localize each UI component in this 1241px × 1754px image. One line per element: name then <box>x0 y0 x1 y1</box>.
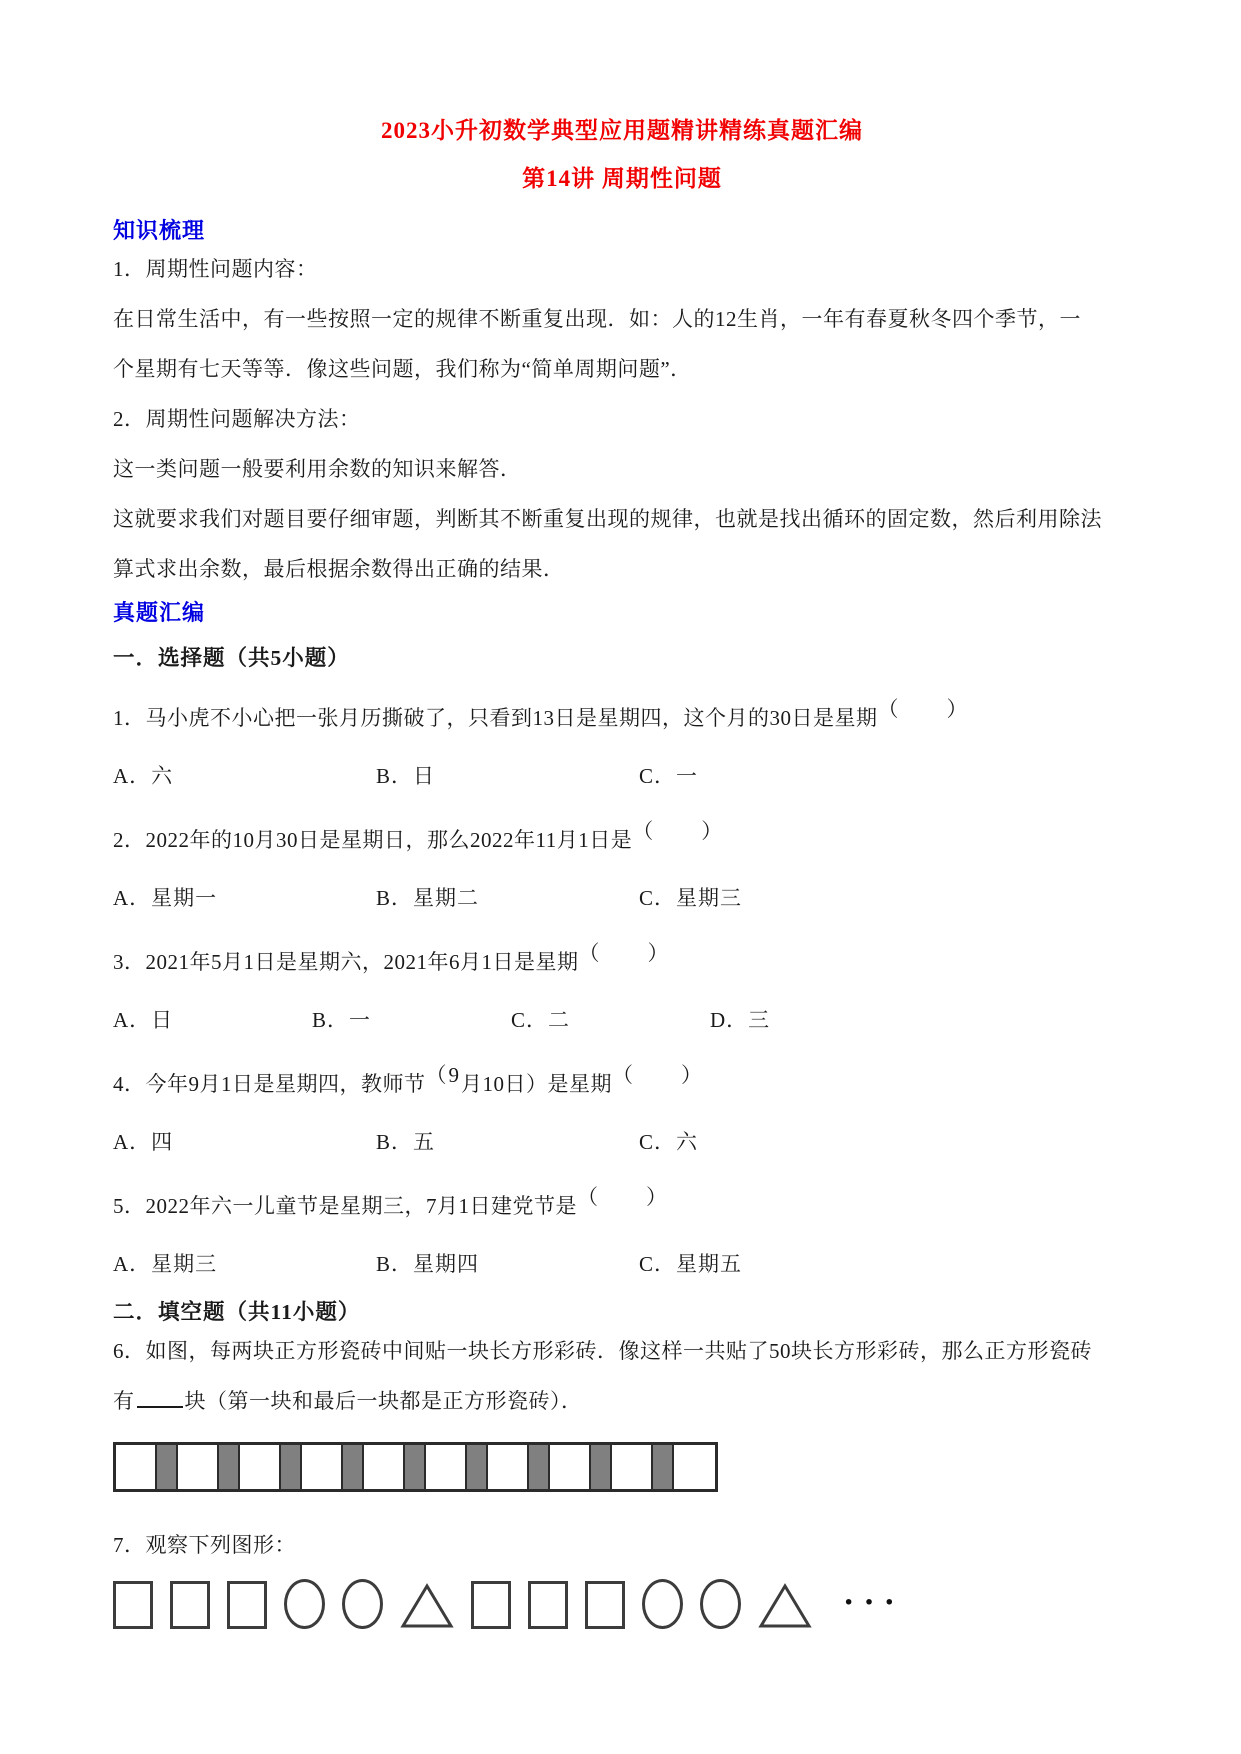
white-square-tile <box>488 1445 529 1489</box>
question-2-text <box>113 820 1131 860</box>
fill-section-title: 二．填空题（共11小题） <box>113 1300 361 1324</box>
question-5 <box>113 1186 1131 1282</box>
question-5-options <box>113 1246 1131 1282</box>
choice-section-title: 一．选择题（共5小题） <box>113 646 350 670</box>
option-b: B．星期四 <box>376 1252 480 1276</box>
question-6-pre: 有 <box>113 1389 135 1413</box>
circle-shape <box>642 1579 683 1629</box>
gray-rect-tile <box>467 1445 488 1489</box>
white-square-tile <box>240 1445 281 1489</box>
shape-sequence-figure <box>113 1577 1131 1629</box>
knowledge-line-5: 这一类问题一般要利用余数的知识来解答． <box>113 457 522 481</box>
answer-paren: （ ） <box>612 1063 704 1087</box>
knowledge-line-2: 在日常生活中，有一些按照一定的规律不断重复出现．如：人的12生肖，一年有春夏秋冬四个季节，一 <box>113 307 1081 331</box>
gray-rect-tile <box>653 1445 674 1489</box>
triangle-shape <box>758 1583 812 1629</box>
square-shape <box>113 1581 153 1629</box>
knowledge-line-4: 2．周期性问题解决方法： <box>113 407 361 431</box>
question-3-text <box>113 942 1131 982</box>
white-square-tile <box>302 1445 343 1489</box>
answer-paren: （ ） <box>577 1185 669 1209</box>
question-1-text <box>113 698 1131 738</box>
white-square-tile <box>364 1445 405 1489</box>
answer-paren: （ ） <box>578 941 671 965</box>
option-a: A．六 <box>113 764 174 788</box>
gray-rect-tile <box>157 1445 178 1489</box>
option-b: B．一 <box>312 1008 372 1032</box>
question-5-text <box>113 1186 1131 1226</box>
knowledge-line-6: 这就要求我们对题目要仔细审题，判断其不断重复出现的规律，也就是找出循环的固定数，然后利用除法 <box>113 507 1102 531</box>
white-square-tile <box>550 1445 591 1489</box>
triangle-shape <box>400 1583 454 1629</box>
option-b: B．日 <box>376 764 436 788</box>
circle-shape <box>284 1579 325 1629</box>
option-c: C．星期五 <box>639 1252 743 1276</box>
question-6-line-1: 6．如图，每两块正方形瓷砖中间贴一块长方形彩砖．像这样一共贴了50块长方形彩砖，那么正方形瓷砖 <box>113 1339 1092 1363</box>
knowledge-line-7: 算式求出余数，最后根据余数得出正确的结果． <box>113 557 565 581</box>
question-6-post: 块（第一块和最后一块都是正方形瓷砖）． <box>184 1389 583 1413</box>
circle-shape <box>700 1579 741 1629</box>
white-square-tile <box>612 1445 653 1489</box>
question-3-options <box>113 1002 1131 1038</box>
option-b: B．五 <box>376 1130 436 1154</box>
question-1-options <box>113 758 1131 794</box>
white-square-tile <box>426 1445 467 1489</box>
option-a: A．日 <box>113 1008 174 1032</box>
white-square-tile <box>674 1445 715 1489</box>
option-c: C．星期三 <box>639 886 743 910</box>
option-a: A．星期三 <box>113 1252 218 1276</box>
question-1-body: 1．马小虎不小心把一张月历撕破了，只看到13日是星期四，这个月的30日是星期 <box>113 706 878 730</box>
square-shape <box>528 1581 568 1629</box>
question-4 <box>113 1064 1131 1160</box>
tile-pattern-figure <box>113 1442 718 1492</box>
answer-blank <box>137 1386 183 1408</box>
gray-rect-tile <box>591 1445 612 1489</box>
question-4-text <box>113 1064 1131 1104</box>
question-6-line-2 <box>113 1376 1131 1426</box>
white-square-tile <box>116 1445 157 1489</box>
ellipsis-dots: ··· <box>843 1584 905 1621</box>
gray-rect-tile <box>405 1445 426 1489</box>
square-shape <box>227 1581 267 1629</box>
knowledge-heading: 知识梳理 <box>113 218 206 243</box>
document-title: 2023小升初数学典型应用题精讲精练真题汇编 <box>381 118 863 143</box>
question-4-sup-paren: （9 <box>425 1063 461 1087</box>
document-subtitle: 第14讲 周期性问题 <box>522 166 722 191</box>
question-4-body-pre: 4．今年9月1日是星期四，教师节 <box>113 1072 426 1096</box>
option-a: A．四 <box>113 1130 174 1154</box>
gray-rect-tile <box>529 1445 550 1489</box>
question-3-body: 3．2021年5月1日是星期六，2021年6月1日是星期 <box>113 950 579 974</box>
question-2-body: 2．2022年的10月30日是星期日，那么2022年11月1日是 <box>113 828 633 852</box>
question-3 <box>113 942 1131 1038</box>
question-4-body-mid: 月10日）是星期 <box>461 1072 612 1096</box>
knowledge-line-3: 个星期有七天等等．像这些问题，我们称为“简单周期问题”． <box>113 357 692 381</box>
square-shape <box>471 1581 511 1629</box>
question-5-body: 5．2022年六一儿童节是星期三，7月1日建党节是 <box>113 1194 577 1218</box>
answer-paren: （ ） <box>632 819 725 843</box>
knowledge-line-1: 1．周期性问题内容： <box>113 257 318 281</box>
option-c: C．六 <box>639 1130 699 1154</box>
question-2-options <box>113 880 1131 916</box>
question-2 <box>113 820 1131 916</box>
circle-shape <box>342 1579 383 1629</box>
option-b: B．星期二 <box>376 886 480 910</box>
gray-rect-tile <box>219 1445 240 1489</box>
gray-rect-tile <box>281 1445 302 1489</box>
option-a: A．星期一 <box>113 886 218 910</box>
square-shape <box>170 1581 210 1629</box>
question-4-options <box>113 1124 1131 1160</box>
question-7-text: 7．观察下列图形： <box>113 1533 296 1557</box>
gray-rect-tile <box>343 1445 364 1489</box>
question-1 <box>113 698 1131 794</box>
option-c: C．二 <box>511 1008 571 1032</box>
answer-paren: （ ） <box>877 697 970 721</box>
option-d: D．三 <box>710 1008 771 1032</box>
exam-heading: 真题汇编 <box>113 600 206 625</box>
option-c: C．一 <box>639 764 699 788</box>
white-square-tile <box>178 1445 219 1489</box>
square-shape <box>585 1581 625 1629</box>
